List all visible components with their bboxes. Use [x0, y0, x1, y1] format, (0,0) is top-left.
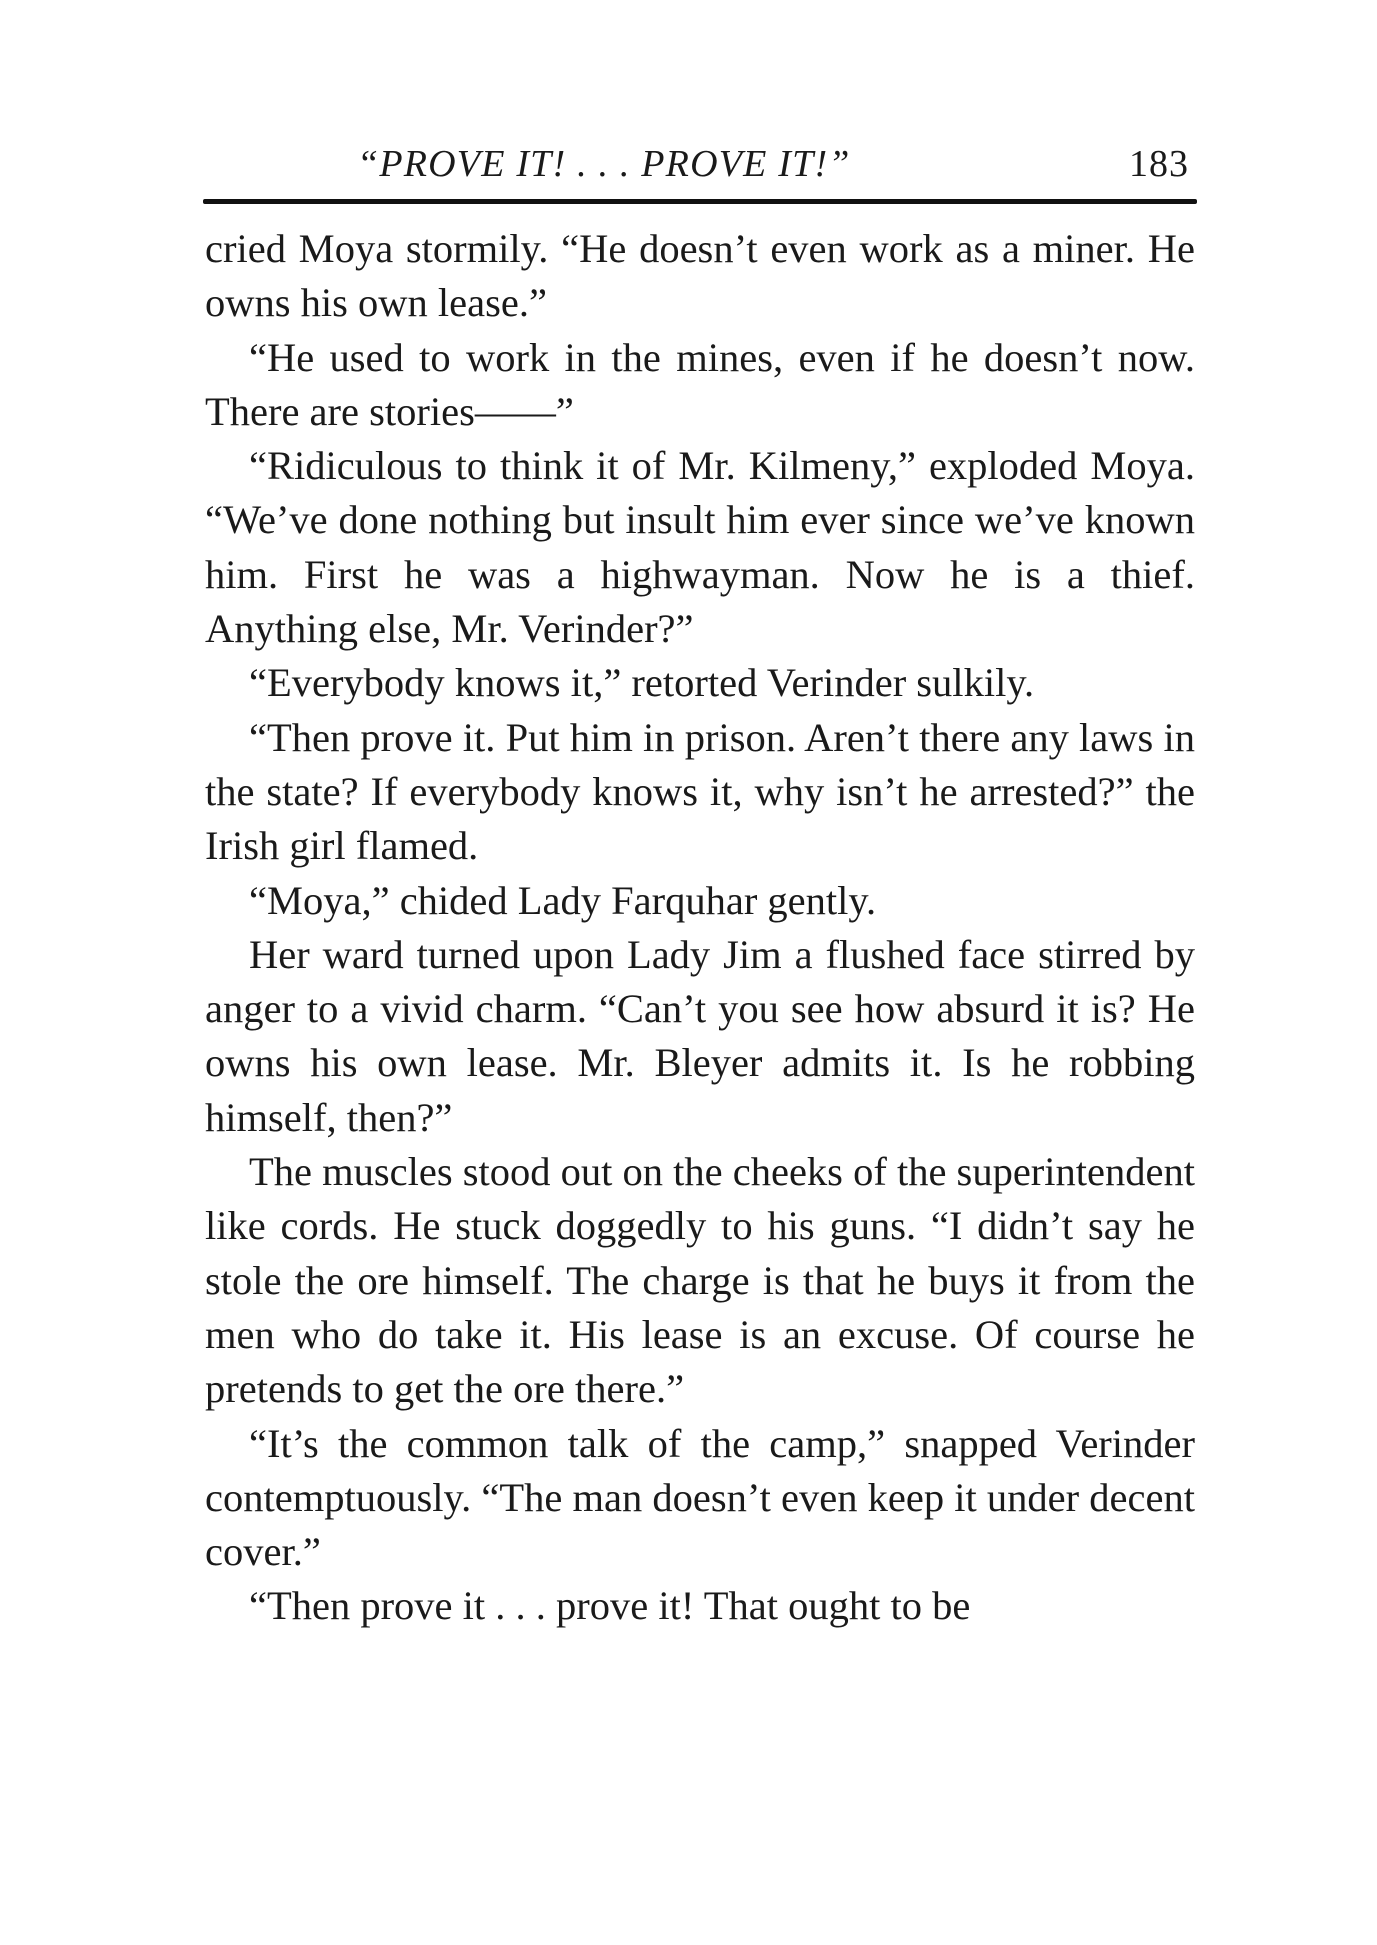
paragraph: “It’s the common talk of the camp,” snapped Verinder contemptuously. “The man doesn’t even keep it under decent cover.” [205, 1420, 1195, 1575]
page-number: 183 [1129, 143, 1189, 185]
paragraph: cried Moya stormily. “He doesn’t even work as a miner. He owns his own lease.” [205, 226, 1195, 326]
paragraph: “Then prove it. Put him in prison. Aren’t there any laws in the state? If everybody knows it, why isn’t he arrested?” the Irish girl flamed. [205, 714, 1195, 869]
paragraph: “Then prove it . . . prove it! That ought to be [249, 1583, 971, 1629]
running-title: “PROVE IT! . . . PROVE IT!” [357, 143, 851, 185]
paragraph: “Ridiculous to think it of Mr. Kilmeny,” exploded Moya. “We’ve done nothing but insult him ever since we’ve known him. First he was a highwayman. Now he is a thief. Anything else, Mr. Verinder?” [205, 443, 1195, 652]
paragraph: “He used to work in the mines, even if he doesn’t now. There are stories——” [205, 334, 1195, 434]
paragraph: “Everybody knows it,” retorted Verinder sulkily. [249, 660, 1035, 706]
paragraph: Her ward turned upon Lady Jim a flushed face stirred by anger to a vivid charm. “Can’t you see how absurd it is? He owns his own lease. Mr. Bleyer admits it. Is he robbing himself, then?” [205, 931, 1195, 1140]
body-text [205, 222, 1195, 1634]
paragraph: The muscles stood out on the cheeks of the superintendent like cords. He stuck doggedly to his guns. “I didn’t say he stole the ore himself. The charge is that he buys it from the men who do take it. His lease is an excuse. Of course he pretends to get the ore there.” [205, 1149, 1195, 1412]
header-rule [203, 199, 1197, 204]
paragraph: “Moya,” chided Lady Farquhar gently. [249, 877, 877, 923]
running-head [205, 136, 1195, 192]
